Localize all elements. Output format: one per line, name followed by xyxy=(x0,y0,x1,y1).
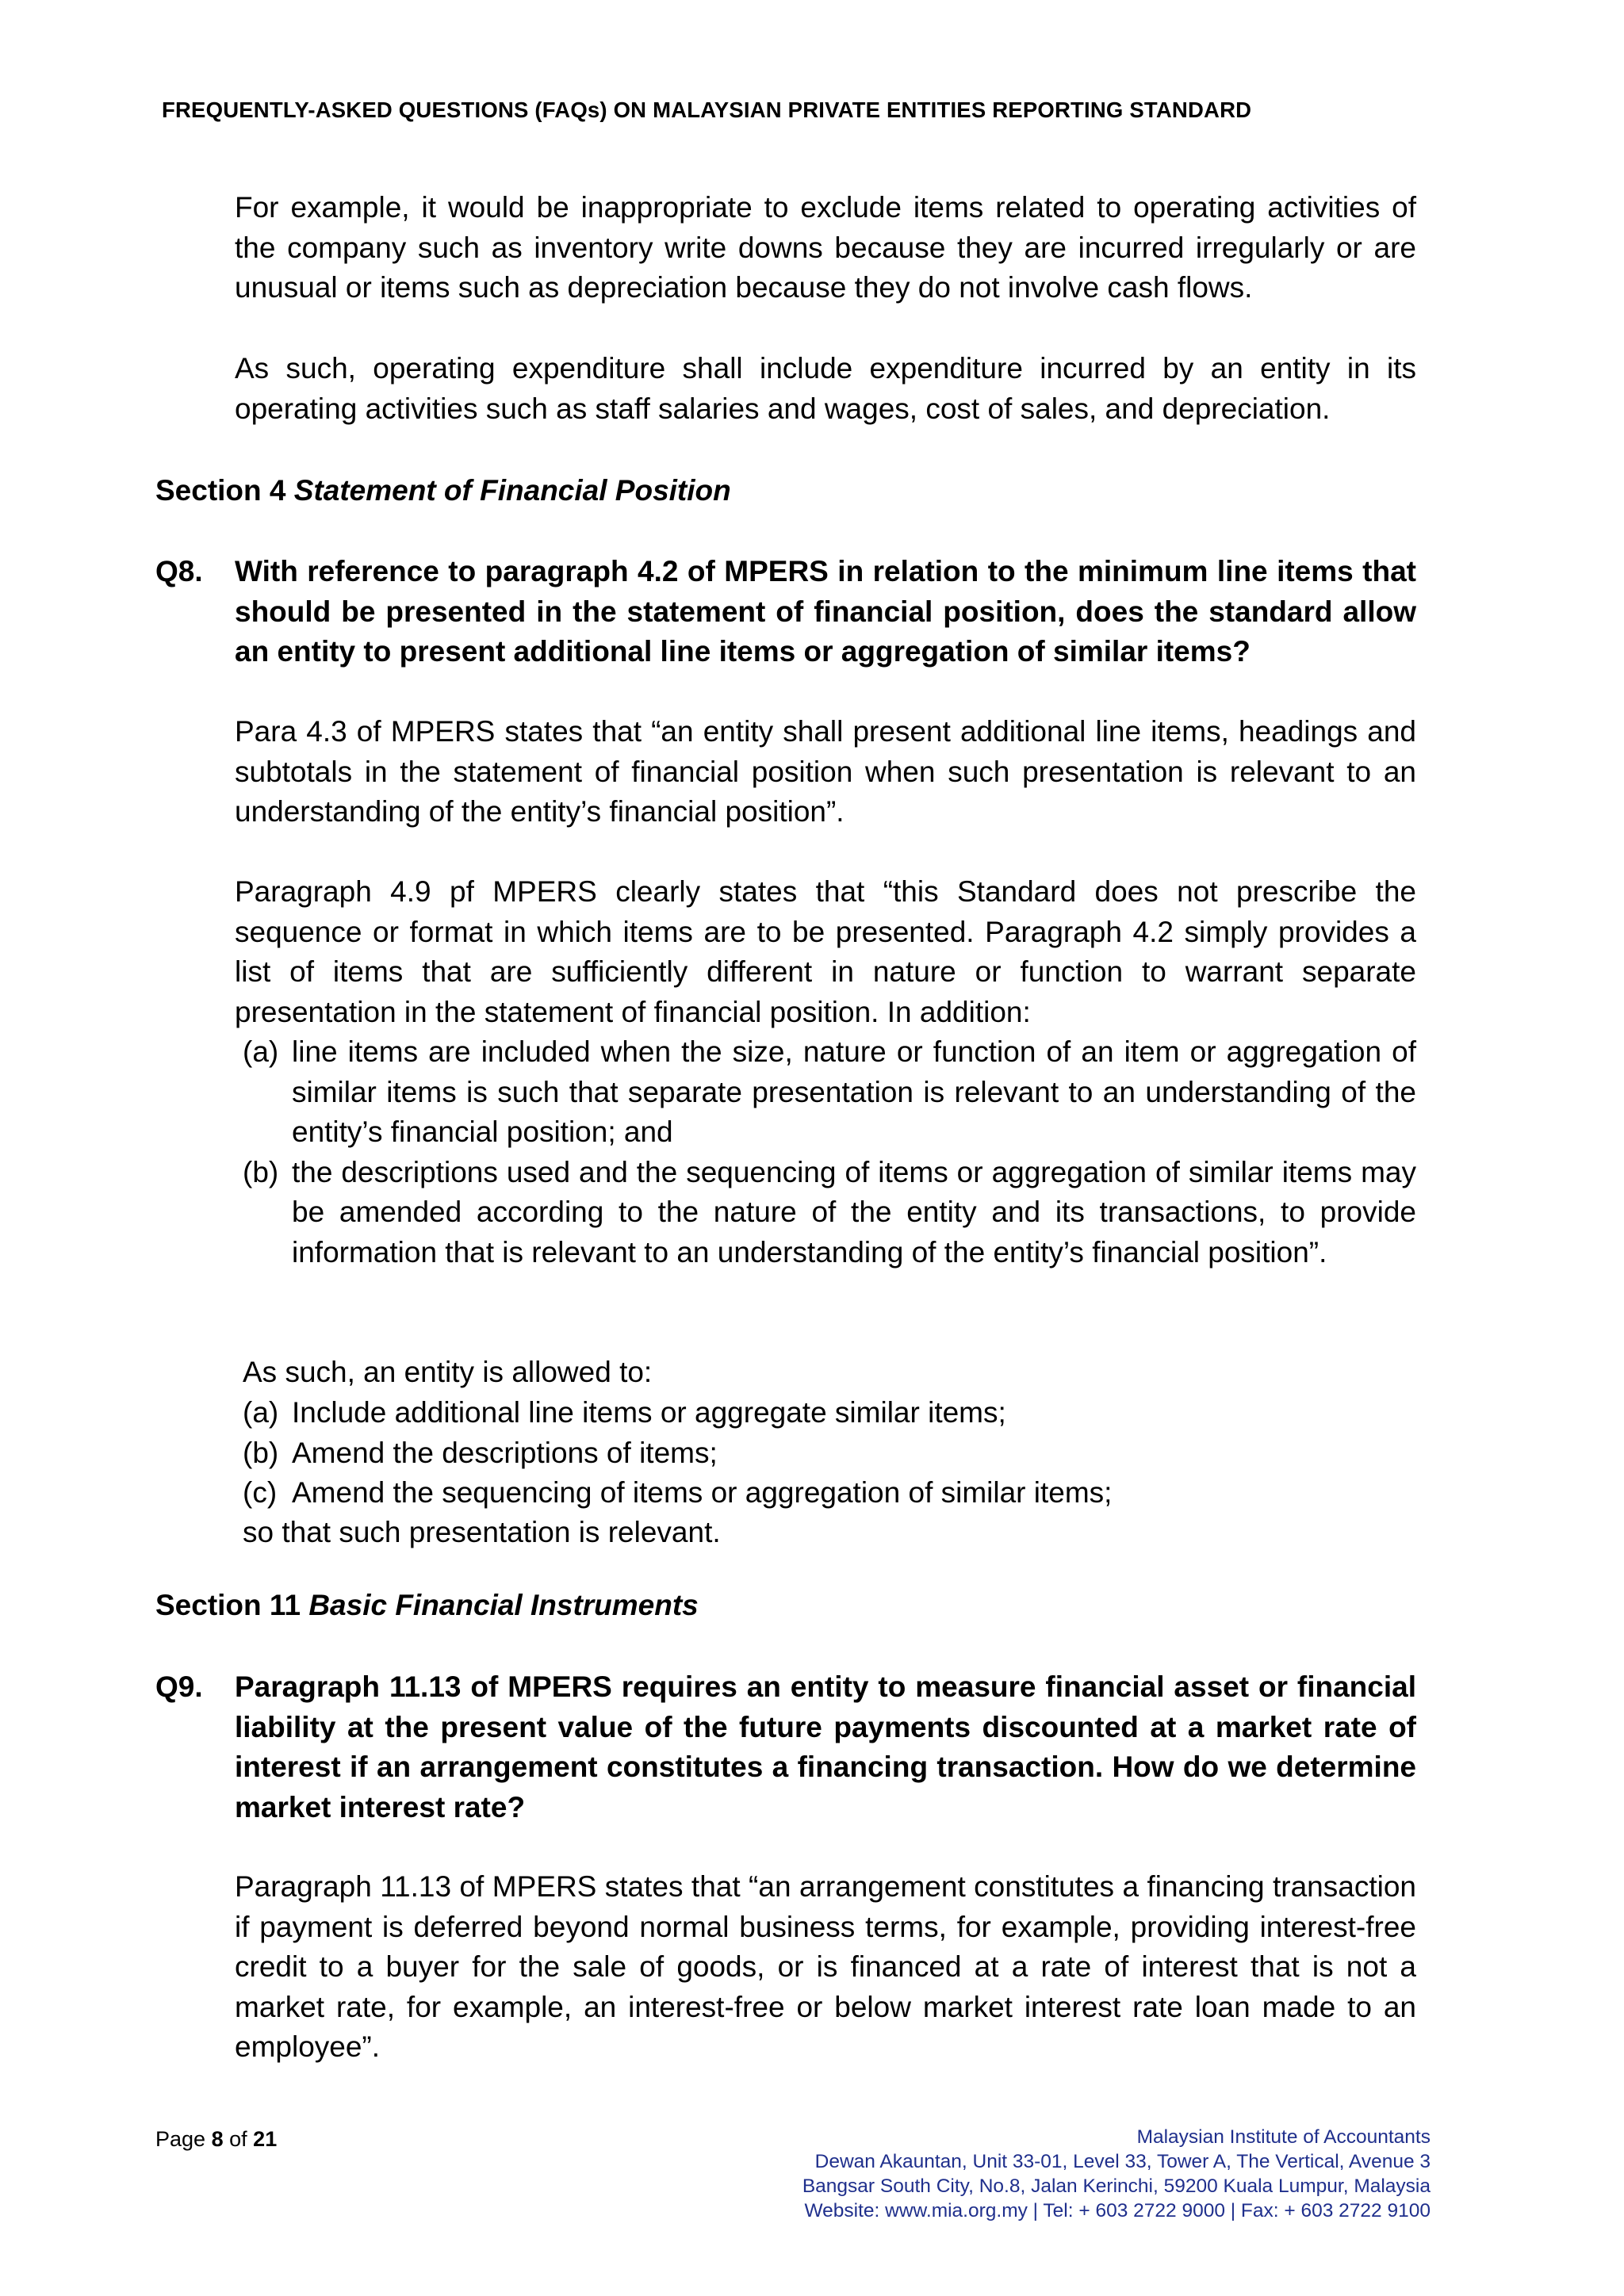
list-item xyxy=(243,1433,1416,1474)
q9-number: Q9. xyxy=(155,1670,203,1703)
section-11-title: Basic Financial Instruments xyxy=(308,1589,699,1621)
q8-answer-paragraph-2: Paragraph 4.9 pf MPERS clearly states that “this Standard does not prescribe the sequence or format in which items are to be presented. Paragraph 4.2 simply provides a list of items that are sufficiently different in nature or function to warrant separate presentation in the statement of financial position. In addition: xyxy=(235,875,1416,1028)
list-item-text: line items are included when the size, nature or function of an item or aggregation of similar items is such that separate presentation is relevant to an understanding of the entity’s financial position; and xyxy=(292,1035,1416,1148)
q8-closing: so that such presentation is relevant. xyxy=(243,1516,721,1548)
list-item xyxy=(243,1153,1416,1273)
q8-allowed-intro: As such, an entity is allowed to: xyxy=(243,1356,653,1388)
list-item-text: the descriptions used and the sequencing of items or aggregation of similar items may be amended according to the nature of the entity and its transactions, to provide information that is relevant to an understanding of the entity’s financial position”. xyxy=(292,1155,1416,1269)
list-item-marker: (b) xyxy=(243,1155,279,1188)
page-header: FREQUENTLY-ASKED QUESTIONS (FAQs) ON MALAYSIAN PRIVATE ENTITIES REPORTING STANDARD xyxy=(162,98,1252,122)
list-item-text: Amend the sequencing of items or aggregation of similar items; xyxy=(292,1476,1113,1509)
footer-contact-block xyxy=(802,2125,1431,2223)
current-page: 8 xyxy=(211,2127,224,2151)
of-label: of xyxy=(229,2127,247,2151)
list-item xyxy=(243,1473,1416,1513)
footer-org-name: Malaysian Institute of Accountants xyxy=(1136,2126,1431,2148)
section-4-prefix: Section 4 xyxy=(155,474,286,507)
footer-address-line-1: Dewan Akauntan, Unit 33-01, Level 33, Tower A, The Vertical, Avenue 3 xyxy=(814,2151,1431,2172)
section-11-prefix: Section 11 xyxy=(155,1589,301,1621)
page-number xyxy=(155,2127,277,2152)
q8-allowed-list xyxy=(243,1393,1416,1513)
list-item xyxy=(243,1393,1416,1433)
q9-question: Paragraph 11.13 of MPERS requires an entity to measure financial asset or financial liability at the present value of the future payments discounted at a market rate of interest if an arrangement constitutes a financing transaction. How do we determine market interest rate? xyxy=(235,1670,1416,1823)
q8-criteria-list xyxy=(243,1032,1416,1272)
section-11-heading xyxy=(155,1586,699,1625)
list-item-marker: (c) xyxy=(243,1476,278,1509)
section-4-heading xyxy=(155,471,731,511)
list-item xyxy=(243,1032,1416,1153)
list-item-marker: (b) xyxy=(243,1436,279,1469)
q9-answer-paragraph-1: Paragraph 11.13 of MPERS states that “an arrangement constitutes a financing transaction if payment is deferred beyond normal business terms, for example, providing interest-free credit to a buyer for the sale of goods, or is financed at a rate of interest that is not a market rate, for example, an interest-free or below market interest rate loan made to an employee”. xyxy=(235,1870,1416,2063)
list-item-text: Amend the descriptions of items; xyxy=(292,1436,718,1469)
q8-question: With reference to paragraph 4.2 of MPERS in relation to the minimum line items that should be presented in the statement of financial position, does the standard allow an entity to present additional line items or aggregation of similar items? xyxy=(235,555,1416,668)
page-label: Page xyxy=(155,2127,206,2151)
list-item-marker: (a) xyxy=(243,1035,279,1068)
list-item-marker: (a) xyxy=(243,1396,279,1429)
footer-contact-line: Website: www.mia.org.my | Tel: + 603 2722 9000 | Fax: + 603 2722 9100 xyxy=(804,2200,1431,2221)
q8-answer-paragraph-1: Para 4.3 of MPERS states that “an entity shall present additional line items, headings and subtotals in the statement of financial position when such presentation is relevant to an understanding of the entity’s financial position”. xyxy=(235,715,1416,828)
intro-paragraph-1: For example, it would be inappropriate to exclude items related to operating activities of the company such as inventory write downs because they are incurred irregularly or are unusual or items such as depreciation because they do not involve cash flows. xyxy=(235,191,1416,304)
list-item-text: Include additional line items or aggregate similar items; xyxy=(292,1396,1006,1429)
section-4-title: Statement of Financial Position xyxy=(293,474,731,507)
intro-paragraph-2: As such, operating expenditure shall include expenditure incurred by an entity in its operating activities such as staff salaries and wages, cost of sales, and depreciation. xyxy=(235,352,1416,425)
q8-number: Q8. xyxy=(155,555,203,587)
footer-address-line-2: Bangsar South City, No.8, Jalan Kerinchi, 59200 Kuala Lumpur, Malaysia xyxy=(802,2175,1431,2197)
total-pages: 21 xyxy=(253,2127,278,2151)
